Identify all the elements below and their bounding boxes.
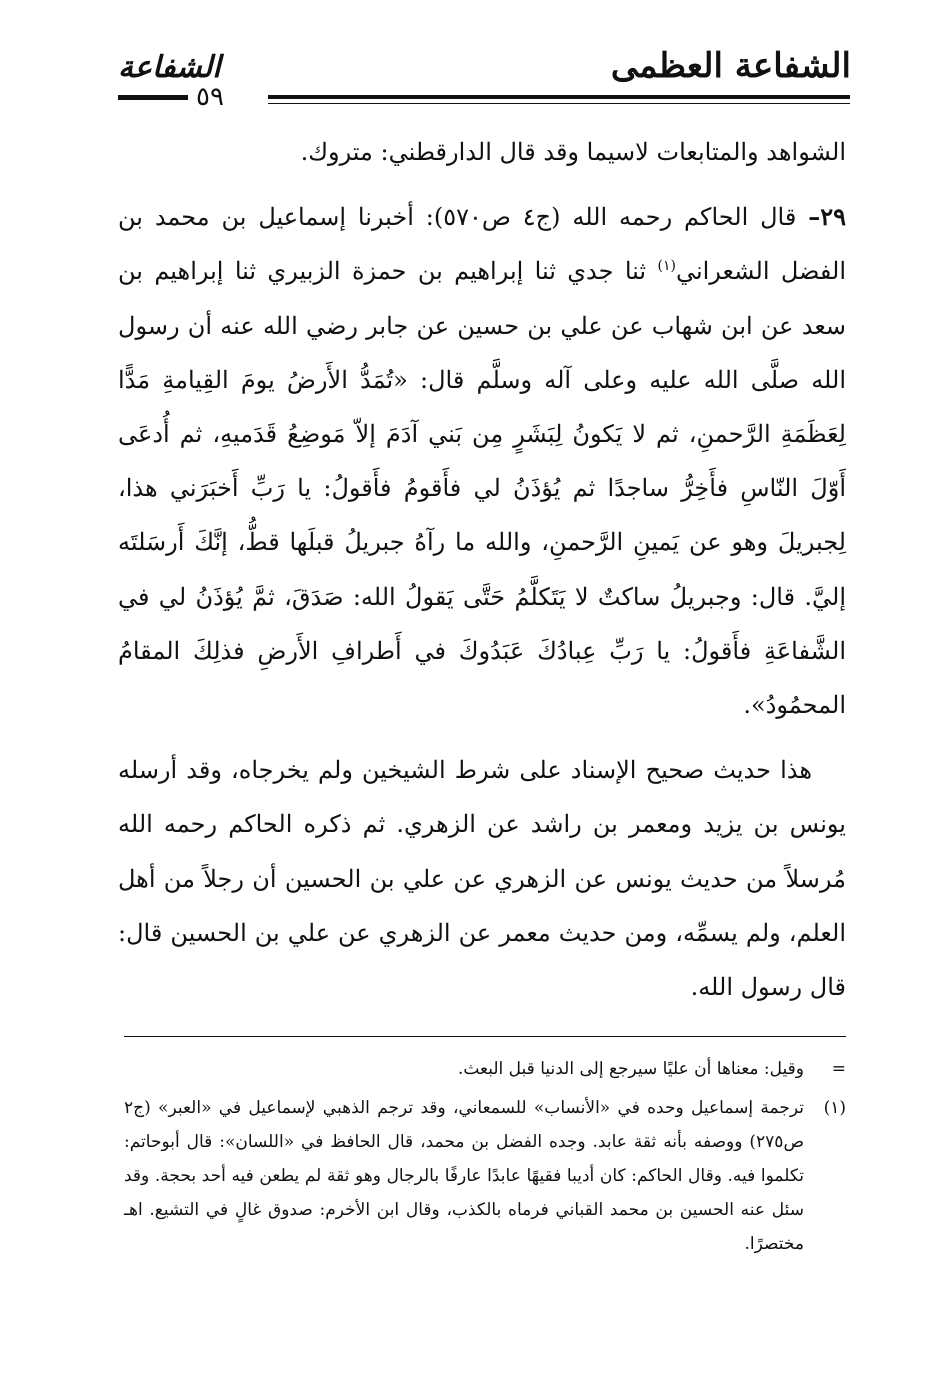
commentary-text: هذا حديث صحيح الإسناد على شرط الشيخين ولم يخرجاه، وقد أرسله يونس بن يزيد ومعمر بن راشد عن الزهري. ثم ذكره الحاكم رحمه الله مُرسلاً من حديث يونس عن الزهري عن علي بن الحسين أن رجلاً من أهل العلم، ولم يسمِّه، ومن حديث معمر عن الزهري عن علي بن الحسين قال: قال رسول الله.: [118, 756, 846, 1002]
footnote-marker: (١): [823, 1098, 846, 1118]
footnote-1: [124, 1091, 846, 1261]
footnote-marker: =: [831, 1059, 846, 1079]
footnote-continued: [124, 1052, 846, 1086]
page-number: ٥٩: [196, 82, 224, 112]
paragraph-2: [118, 190, 846, 732]
paragraph-3: [118, 743, 846, 1014]
footnote-reference[interactable]: (١): [657, 258, 676, 275]
page-title: الشفاعة العظمى: [610, 46, 851, 86]
main-text: [118, 125, 846, 1014]
hadith-text: ثنا جدي ثنا إبراهيم بن حمزة الزبيري ثنا إبراهيم بن سعد عن ابن شهاب عن علي بن حسين عن جابر رضي الله عنه أن رسول الله صلَّى الله عليه وعلى آله وسلَّم قال: «تُمَدُّ الأَرضُ يومَ القِيامةِ مَدًّا لِعَظَمَةِ الرَّحمنِ، ثم لا يَكونُ لِبَشَرٍ مِن بَني آدَمَ إلاّ مَوضِعُ قَدَميهِ، ثم أُدعَى أَوّلَ النّاسِ فأَخِرُّ ساجدًا ثم يُؤذَنُ لي فأَقومُ فأَقولُ: يا رَبِّ أَخبَرَني هذا، لِجبريلَ وهو عن يَمينِ الرَّحمنِ، والله ما رآهُ جبريلُ قبلَها قطُّ، إنَّكَ أَرسَلتَه إليَّ. قال: وجبريلُ ساكتٌ لا يَتَكلَّمُ حَتَّى يَقولُ الله: صَدَقَ، ثمَّ يُؤذَنُ لي في الشَّفاعَةِ فأَقولُ: يا رَبِّ عِبادُكَ عَبَدُوكَ في أَطرافِ الأَرضِ فذلِكَ المقامُ المحمُودُ».: [118, 257, 846, 720]
logo-text: الشفاعة: [118, 50, 221, 85]
header-rule: [268, 95, 850, 99]
hadith-number: ٢٩–: [808, 202, 846, 232]
header-rule-thin: [268, 103, 850, 104]
footnote-text: ترجمة إسماعيل وحده في «الأنساب» للسمعاني، وقد ترجم الذهبي لإسماعيل في «العبر» (ج٢ ص٢٧٥) ووصفه بأنه ثقة عابد. وجده الفضل بن محمد، قال الحافظ في «اللسان»: قال أبوحاتم: تكلموا فيه. وقال الحاكم: كان أديبا فقيهًا عابدًا عارفًا بالرجال وهو ثقة لم يطعن فيه أحد بحجة. وقد سئل عنه الحسين بن محمد القباني فرماه بالكذب، وقال ابن الأخرم: صدوق غالٍ في التشيع. اهـ مختصرًا.: [124, 1098, 804, 1254]
hadith-chain-start: قال الحاكم رحمه الله (ج٤ ص٥٧٠): أخبرنا إسماعيل بن محمد بن الفضل الشعراني: [118, 203, 846, 286]
header-rule-left: [118, 95, 188, 100]
paragraph-1: الشواهد والمتابعات لاسيما وقد قال الدارقطني: متروك.: [300, 138, 846, 166]
footnotes: [124, 1052, 846, 1261]
footnote-text: وقيل: معناها أن عليًا سيرجع إلى الدنيا قبل البعث.: [457, 1059, 804, 1079]
footnote-separator: [124, 1036, 846, 1037]
